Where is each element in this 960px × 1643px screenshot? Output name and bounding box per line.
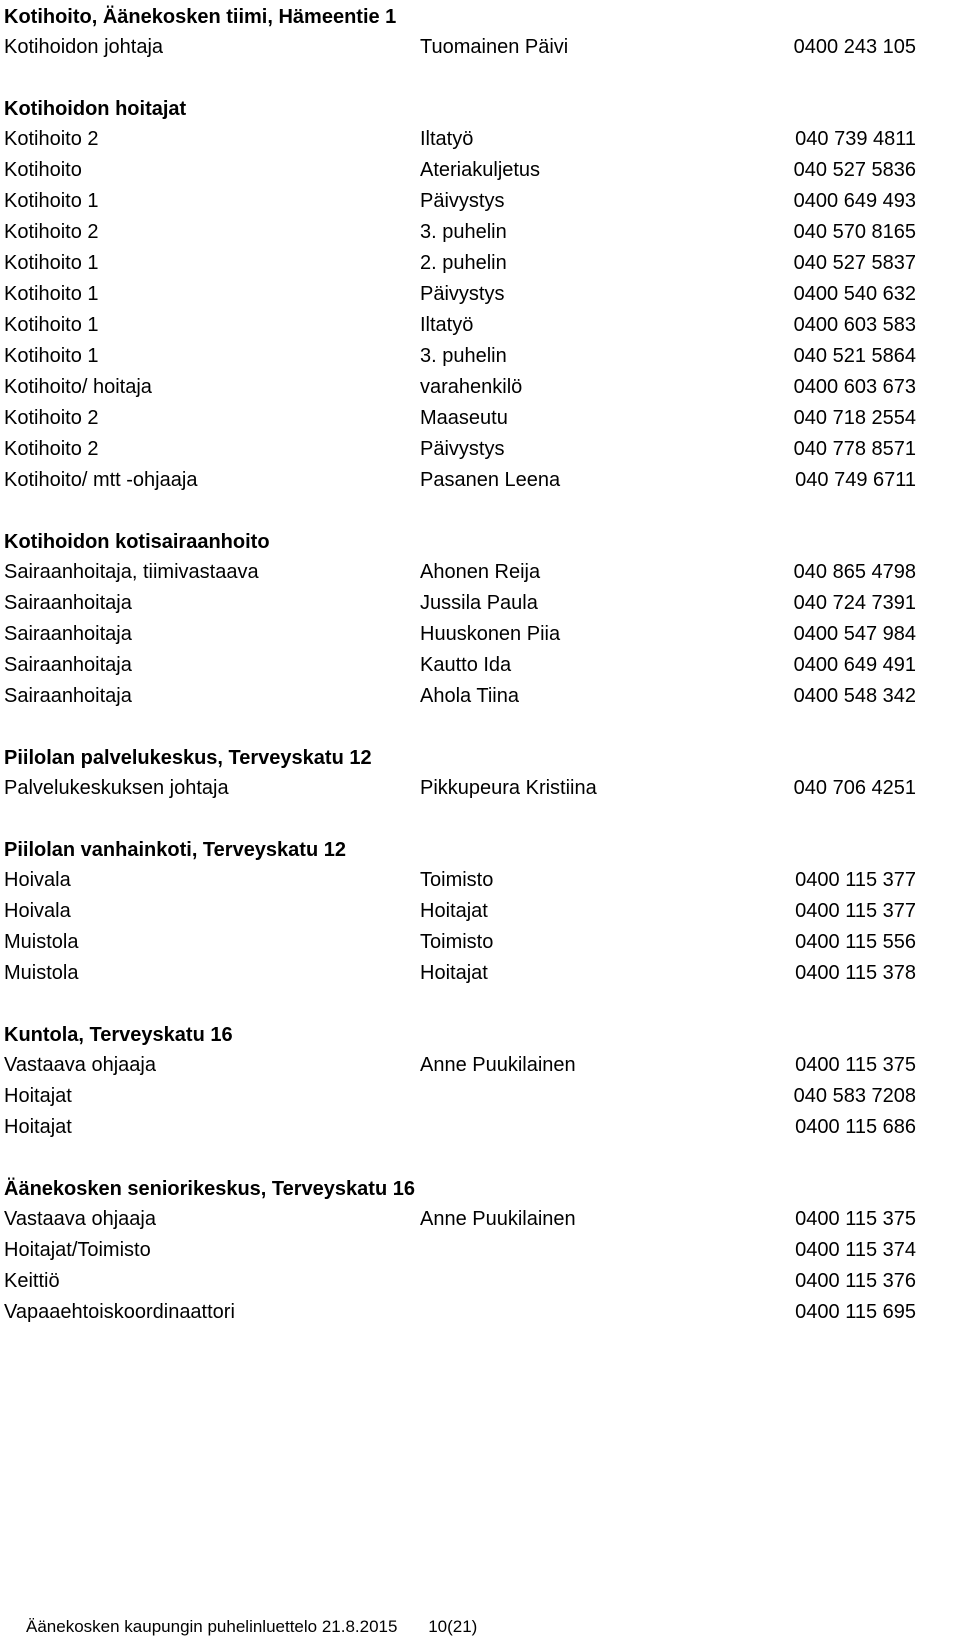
entry-role: Vapaaehtoiskoordinaattori [4, 1301, 235, 1323]
section-heading: Kotihoidon kotisairaanhoito [4, 531, 270, 553]
phone-number: 0400 115 375 [795, 1054, 916, 1076]
entry-role: Kotihoito 2 [4, 221, 99, 243]
directory-row [4, 310, 916, 341]
directory-row [4, 32, 916, 63]
entry-detail: Hoitajat [420, 900, 488, 922]
directory-row [4, 403, 916, 434]
entry-detail: Päivystys [420, 190, 505, 212]
entry-role: Kotihoito 1 [4, 345, 99, 367]
phone-number: 0400 115 695 [795, 1301, 916, 1323]
entry-detail: Päivystys [420, 438, 505, 460]
section-heading: Kotihoidon hoitajat [4, 98, 187, 120]
entry-detail: Ahonen Reija [420, 561, 541, 583]
entry-detail: Ahola Tiina [420, 685, 519, 707]
directory-row [4, 248, 916, 279]
directory-row [4, 958, 916, 989]
phone-number: 040 778 8571 [793, 438, 916, 460]
directory-section [4, 2, 916, 63]
directory-row [4, 1297, 916, 1328]
phone-number: 0400 547 984 [793, 623, 916, 645]
entry-role: Vastaava ohjaaja [4, 1208, 156, 1230]
entry-role: Kotihoito [4, 159, 82, 181]
phone-number: 0400 115 376 [795, 1270, 916, 1292]
phone-number: 0400 649 491 [793, 654, 916, 676]
directory-row [4, 1050, 916, 1081]
directory-row [4, 588, 916, 619]
entry-detail: varahenkilö [420, 376, 523, 398]
phone-number: 040 749 6711 [795, 469, 916, 491]
section-heading: Piilolan vanhainkoti, Terveyskatu 12 [4, 839, 346, 861]
phone-number: 0400 603 673 [793, 376, 916, 398]
phone-number: 040 706 4251 [793, 777, 916, 799]
directory-row [4, 341, 916, 372]
entry-detail: Tuomainen Päivi [420, 36, 569, 58]
phone-number: 0400 649 493 [793, 190, 916, 212]
directory-row [4, 1235, 916, 1266]
entry-role: Hoitajat/Toimisto [4, 1239, 151, 1261]
phone-number: 040 739 4811 [795, 128, 916, 150]
directory-row [4, 1266, 916, 1297]
entry-role: Hoivala [4, 900, 71, 922]
phone-number: 0400 115 556 [795, 931, 916, 953]
entry-detail: Toimisto [420, 869, 494, 891]
phone-number: 0400 115 375 [795, 1208, 916, 1230]
entry-role: Kotihoito 2 [4, 407, 99, 429]
section-heading: Piilolan palvelukeskus, Terveyskatu 12 [4, 747, 372, 769]
phone-number: 040 527 5836 [793, 159, 916, 181]
phone-number: 0400 603 583 [793, 314, 916, 336]
entry-role: Kotihoito 1 [4, 314, 99, 336]
entry-role: Hoitajat [4, 1116, 72, 1138]
directory-row [4, 372, 916, 403]
entry-role: Kotihoito 1 [4, 190, 99, 212]
phone-number: 0400 243 105 [793, 36, 916, 58]
entry-detail: Toimisto [420, 931, 494, 953]
section-heading: Kuntola, Terveyskatu 16 [4, 1024, 233, 1046]
directory-row [4, 279, 916, 310]
phone-directory [4, 2, 916, 1328]
entry-role: Hoivala [4, 869, 71, 891]
entry-role: Sairaanhoitaja [4, 623, 132, 645]
directory-row [4, 124, 916, 155]
phone-number: 040 521 5864 [793, 345, 916, 367]
phone-number: 0400 548 342 [793, 685, 916, 707]
entry-role: Muistola [4, 931, 79, 953]
directory-section [4, 835, 916, 989]
directory-row [4, 186, 916, 217]
entry-detail: Ateriakuljetus [420, 159, 541, 181]
phone-number: 0400 115 377 [795, 900, 916, 922]
phone-number: 040 865 4798 [793, 561, 916, 583]
footer-title: Äänekosken kaupungin puhelinluettelo 21.8.2015 [26, 1617, 398, 1636]
entry-detail: Päivystys [420, 283, 505, 305]
entry-role: Palvelukeskuksen johtaja [4, 777, 229, 799]
entry-role: Kotihoito 1 [4, 283, 99, 305]
directory-row [4, 155, 916, 186]
phone-number: 0400 540 632 [793, 283, 916, 305]
entry-role: Keittiö [4, 1270, 60, 1292]
directory-section [4, 743, 916, 804]
entry-detail: Maaseutu [420, 407, 508, 429]
phone-number: 040 527 5837 [793, 252, 916, 274]
phone-number: 0400 115 377 [795, 869, 916, 891]
phone-number: 0400 115 378 [795, 962, 916, 984]
entry-role: Sairaanhoitaja [4, 654, 132, 676]
phone-number: 0400 115 686 [795, 1116, 916, 1138]
entry-role: Muistola [4, 962, 79, 984]
entry-detail: Anne Puukilainen [420, 1208, 576, 1230]
directory-row [4, 681, 916, 712]
directory-row [4, 619, 916, 650]
entry-role: Sairaanhoitaja [4, 592, 132, 614]
directory-section [4, 1020, 916, 1143]
entry-detail: 3. puhelin [420, 345, 507, 367]
entry-detail: 3. puhelin [420, 221, 507, 243]
entry-detail: Iltatyö [420, 314, 474, 336]
phone-number: 040 583 7208 [793, 1085, 916, 1107]
phone-number: 040 570 8165 [793, 221, 916, 243]
directory-row [4, 865, 916, 896]
entry-role: Kotihoito 2 [4, 438, 99, 460]
directory-row [4, 217, 916, 248]
directory-section [4, 94, 916, 496]
phone-number: 040 724 7391 [793, 592, 916, 614]
entry-role: Hoitajat [4, 1085, 72, 1107]
entry-role: Kotihoito 2 [4, 128, 99, 150]
entry-detail: Huuskonen Piia [420, 623, 561, 645]
directory-row [4, 1081, 916, 1112]
entry-role: Vastaava ohjaaja [4, 1054, 156, 1076]
directory-row [4, 465, 916, 496]
entry-role: Sairaanhoitaja [4, 685, 132, 707]
page-number: 10(21) [428, 1617, 478, 1636]
entry-detail: Pasanen Leena [420, 469, 561, 491]
directory-row [4, 434, 916, 465]
phone-number: 040 718 2554 [793, 407, 916, 429]
directory-row [4, 927, 916, 958]
directory-section [4, 527, 916, 712]
entry-role: Kotihoito/ hoitaja [4, 376, 152, 398]
phone-number: 0400 115 374 [795, 1239, 916, 1261]
entry-detail: Anne Puukilainen [420, 1054, 576, 1076]
directory-row [4, 650, 916, 681]
entry-detail: Pikkupeura Kristiina [420, 777, 597, 799]
directory-row [4, 1112, 916, 1143]
entry-role: Kotihoito/ mtt -ohjaaja [4, 469, 198, 491]
directory-row [4, 773, 916, 804]
section-heading: Kotihoito, Äänekosken tiimi, Hämeentie 1 [4, 6, 397, 28]
entry-detail: 2. puhelin [420, 252, 507, 274]
entry-role: Kotihoidon johtaja [4, 36, 164, 58]
entry-detail: Hoitajat [420, 962, 488, 984]
directory-row [4, 1204, 916, 1235]
directory-row [4, 557, 916, 588]
directory-section [4, 1174, 916, 1328]
entry-detail: Kautto Ida [420, 654, 512, 676]
entry-detail: Jussila Paula [420, 592, 538, 614]
entry-role: Kotihoito 1 [4, 252, 99, 274]
entry-detail: Iltatyö [420, 128, 474, 150]
directory-row [4, 896, 916, 927]
entry-role: Sairaanhoitaja, tiimivastaava [4, 561, 259, 583]
section-heading: Äänekosken seniorikeskus, Terveyskatu 16 [4, 1178, 415, 1200]
page-footer [26, 1616, 477, 1638]
